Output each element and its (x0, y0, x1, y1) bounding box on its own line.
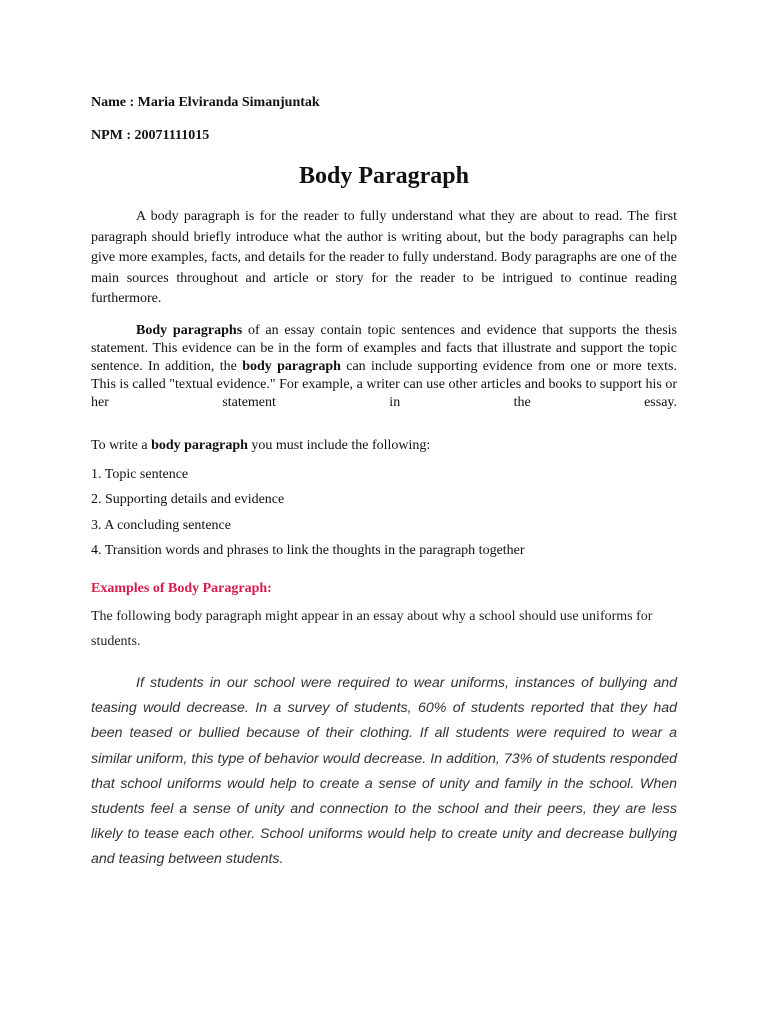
paragraph-intro: A body paragraph is for the reader to fully understand what they are about to read. The first paragraph should briefly introduce what the author is writing about, but the body paragraphs can help give more examples, facts, and details for the reader to fully understand. Body paragraphs are one of the main sources throughout and article or story for the reader to be intrigued to continue reading furthermore. (91, 209, 677, 306)
list-item: 3. A concluding sentence (91, 517, 231, 533)
list-intro (91, 437, 430, 455)
bold-term: Body paragraphs (136, 323, 243, 338)
student-name: Name : Maria Elviranda Simanjuntak (91, 95, 320, 110)
list-item: 1. Topic sentence (91, 467, 189, 482)
bold-term: body paragraph (242, 359, 341, 374)
list-item: 4. Transition words and phrases to link the thoughts in the paragraph together (91, 542, 525, 558)
student-npm: NPM : 20071111015 (91, 128, 210, 143)
list-intro-bold: body paragraph (151, 438, 248, 453)
list-item: 2. Supporting details and evidence (91, 492, 285, 508)
paragraph-text: of an essay contain topic sentences and evidence that supports the thesis statement. This evidence can be in the form of examples and facts that illustrate and support the topic sentence. In addition, the (91, 323, 678, 374)
paragraph-text: can include supporting evidence from one or more texts. This is called "textual evidence." For example, a writer can use other articles and books to support his or her statement in the essay. (91, 359, 678, 410)
example-paragraph: If students in our school were required to wear uniforms, instances of bullying and teasing would decrease. In a survey of students, 60% of students reported that they had been teased or bullied because of their clothing. If all students were required to wear a similar uniform, this type of behavior would decrease. In addition, 73% of students responded that school uniforms would help to create a sense of unity and family in the school. When students feel a sense of unity and connection to the school and their peers, they are less likely to tease each other. School uniforms would help to create unity and decrease bullying and teasing between students. (91, 675, 677, 868)
list-intro-prefix: To write a (91, 438, 152, 453)
page-title: Body Paragraph (298, 163, 469, 189)
examples-heading: Examples of Body Paragraph: (91, 581, 272, 596)
paragraph-body-definition (91, 322, 677, 412)
list-intro-suffix: you must include the following: (247, 438, 431, 453)
requirements-list (91, 462, 525, 563)
examples-intro: The following body paragraph might appear in an essay about why a school should use uniforms for students. (91, 609, 653, 649)
